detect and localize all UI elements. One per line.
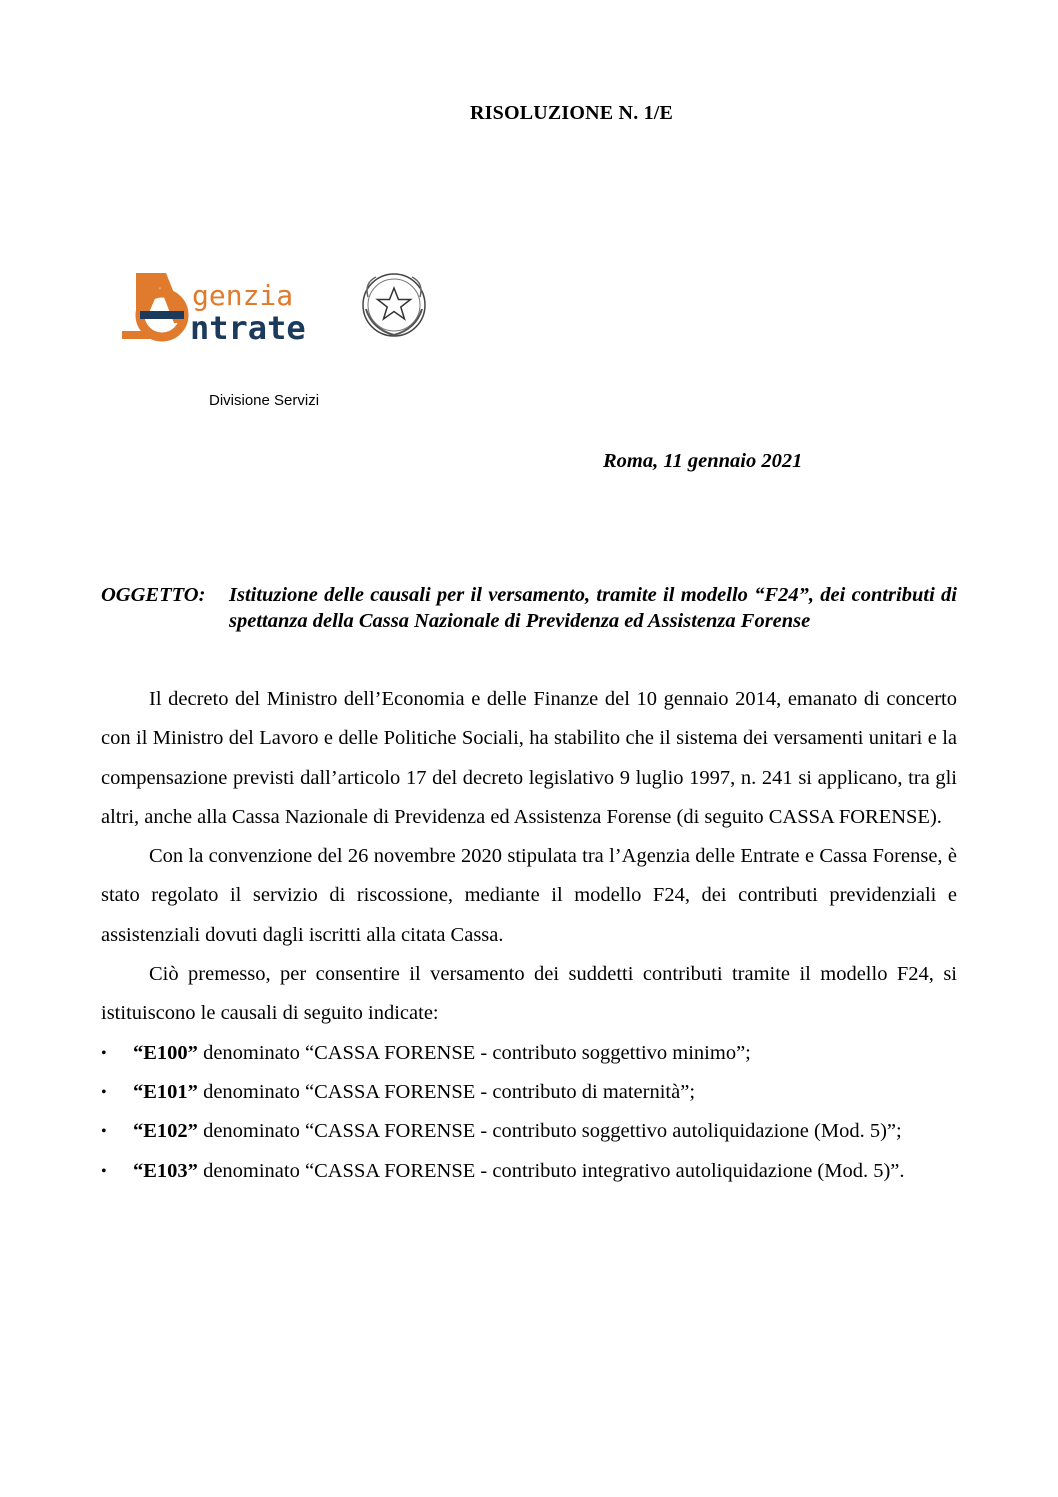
emblem-of-italy-icon (363, 274, 425, 336)
bullet-icon: • (101, 1162, 107, 1180)
logo-line2: ntrate (190, 309, 306, 347)
bullet-icon: • (101, 1083, 107, 1101)
causale-text: denominato “CASSA FORENSE - contributo soggettivo autoliquidazione (Mod. 5)”; (197, 1120, 902, 1143)
causale-code: “E100” (133, 1041, 198, 1064)
causale-code: “E101” (133, 1080, 198, 1103)
division-label: Divisione Servizi (209, 392, 320, 409)
causali-list (101, 1034, 957, 1191)
resolution-title: RISOLUZIONE N. 1/E (470, 102, 674, 124)
list-item (101, 1073, 957, 1112)
paragraph-decreto: Il decreto del Ministro dell’Economia e delle Finanze del 10 gennaio 2014, emanato di concerto con il Ministro del Lavoro e delle Politiche Sociali, ha stabilito che il sistema dei versamenti unitari e la compensazione previsti dall’articolo 17 del decreto legislativo 9 luglio 1997, n. 241 si applicano, tra gli altri, anche alla Cassa Nazionale di Previdenza ed Assistenza Forense (di seguito CASSA FORENSE). (101, 688, 957, 828)
subject-text: Istituzione delle causali per il versamento, tramite il modello “F24”, dei contributi di spettanza della Cassa Nazionale di Previdenza ed Assistenza Forense (229, 584, 957, 632)
subject-block (101, 582, 957, 634)
bullet-icon: • (101, 1123, 107, 1141)
causale-text: denominato “CASSA FORENSE - contributo integrativo autoliquidazione (Mod. 5)”. (197, 1159, 905, 1182)
paragraph-premesso: Ciò premesso, per consentire il versamento dei suddetti contributi tramite il modello F24, si istituiscono le causali di seguito indicate: (101, 963, 957, 1025)
agenzia-entrate-logo (122, 265, 432, 350)
subject-label: OGGETTO: (101, 584, 206, 606)
list-item (101, 1112, 957, 1151)
causale-text: denominato “CASSA FORENSE - contributo di maternità”; (197, 1080, 696, 1103)
causale-code: “E103” (133, 1159, 198, 1182)
causale-text: denominato “CASSA FORENSE - contributo soggettivo minimo”; (197, 1041, 751, 1064)
list-item (101, 1152, 957, 1191)
document-date: Roma, 11 gennaio 2021 (603, 450, 803, 472)
list-item (101, 1034, 957, 1073)
causale-code: “E102” (133, 1120, 198, 1143)
paragraph-convenzione: Con la convenzione del 26 novembre 2020 stipulata tra l’Agenzia delle Entrate e Cassa Forense, è stato regolato il servizio di riscossione, mediante il modello F24, dei contributi previdenziali e assistenziali dovuti dagli iscritti alla citata Cassa. (101, 845, 957, 946)
bullet-icon: • (101, 1044, 107, 1062)
logo-line1: genzia (192, 279, 294, 312)
document-body (101, 680, 957, 1191)
